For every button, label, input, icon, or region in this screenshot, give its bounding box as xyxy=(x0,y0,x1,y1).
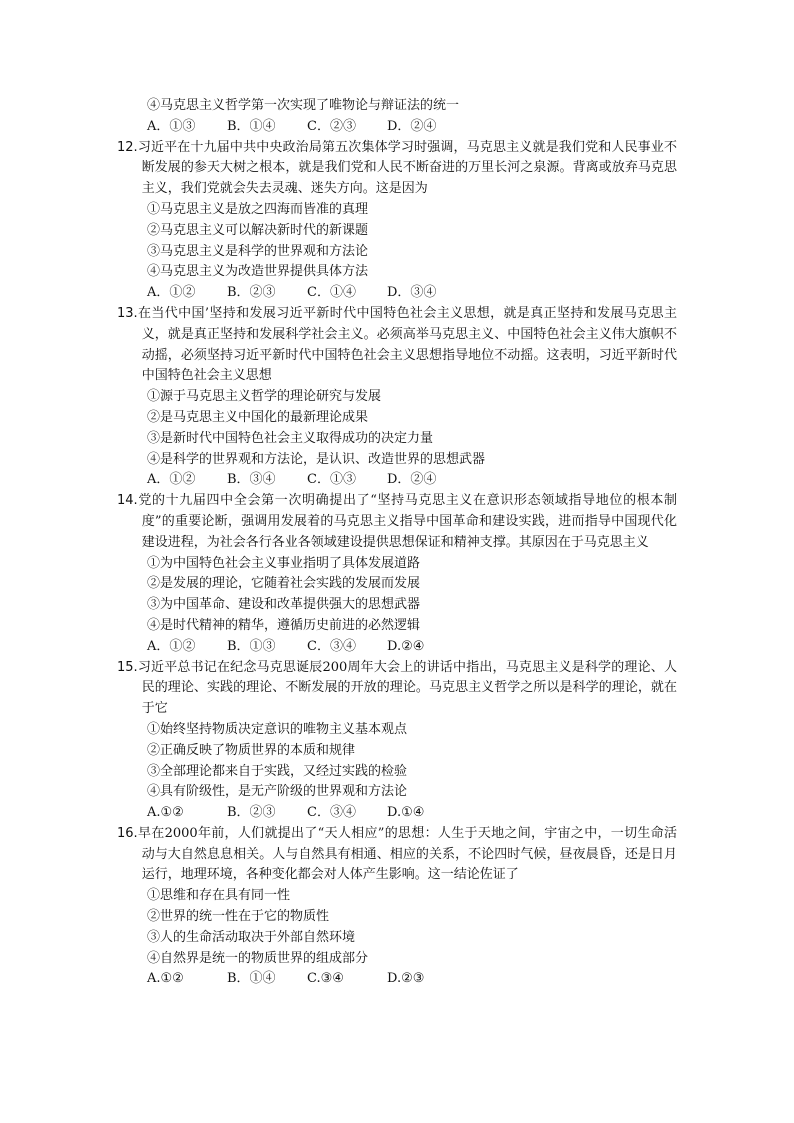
option-a: A．①② xyxy=(147,472,196,488)
statement-2: ②世界的统一性在于它的物质性 xyxy=(147,909,330,925)
question-15 xyxy=(117,658,677,824)
statement-3: ③是新时代中国特色社会主义取得成功的决定力量 xyxy=(147,430,434,446)
statement-4: ④马克思主义为改造世界提供具体方法 xyxy=(147,264,369,280)
option-d: D.①④ xyxy=(387,805,425,821)
statement-3: ③人的生命活动取决于外部自然环境 xyxy=(147,929,356,945)
answer-options xyxy=(147,637,677,658)
option-d: D．②④ xyxy=(387,472,437,488)
question-14 xyxy=(117,491,677,657)
answer-options xyxy=(147,969,677,990)
option-b: B．②③ xyxy=(227,285,276,301)
option-b: B．①③ xyxy=(227,638,276,654)
statement-3: ③全部理论都来自于实践，又经过实践的检验 xyxy=(147,763,408,779)
question-text: 在当代中国’坚持和发展习近平新时代中国特色社会主义思想，就是真正坚持和发展马克思主义，就是真正坚持和发展科学社会主义。必须高举马克思主义、中国特色社会主义伟大旗帜不动摇，必须坚持习近平新时代中国特色社会主义思想指导地位不动摇。这表明，习近平新时代中国特色社会主义思想 xyxy=(137,305,677,384)
option-b: B．①④ xyxy=(227,971,276,987)
page-content xyxy=(117,96,677,990)
question-text: 早在2000年前，人们就提出了“天人相应”的思想：人生于天地之间，宇宙之中，一切生命活动与大自然息息相关。人与自然具有相通、相应的关系，不论四时气候，昼夜晨昏，还是日月运行，地理环境，各种变化都会对人体产生影响。这一结论佐证了 xyxy=(137,825,677,883)
option-d: D．③④ xyxy=(387,285,437,301)
option-b: B．②③ xyxy=(227,805,276,821)
statement-2: ②是发展的理论，它随着社会实践的发展而发展 xyxy=(147,576,421,592)
question-12 xyxy=(117,138,677,304)
option-a: A.①② xyxy=(147,805,184,821)
question-text: 习近平总书记在纪念马克思诞辰200周年大会上的讲话中指出，马克思主义是科学的理论、人民的理论、实践的理论、不断发展的开放的理论。马克思主义哲学之所以是科学的理论，就在于它 xyxy=(137,659,677,717)
question-13 xyxy=(117,304,677,491)
question-stem xyxy=(117,304,677,387)
statement: ④马克思主义哲学第一次实现了唯物论与辩证法的统一 xyxy=(147,98,460,113)
option-c: C.③④ xyxy=(307,971,344,987)
statement-3: ③马克思主义是科学的世界观和方法论 xyxy=(147,243,369,259)
question-stem xyxy=(117,491,677,553)
option-c: C．①③ xyxy=(307,472,356,488)
option-a: A．①③ xyxy=(147,118,196,134)
option-d: D.②④ xyxy=(387,638,425,654)
question-stem xyxy=(117,824,677,886)
question-16 xyxy=(117,824,677,990)
question-text: 党的十九届四中全会第一次明确提出了“坚持马克思主义在意识形态领域指导地位的根本制度”的重要论断，强调用发展着的马克思主义指导中国革命和建设实践，进而指导中国现代化建设进程，为社会各行各业各领域建设提供思想保证和精神支撑。其原因在于马克思主义 xyxy=(137,493,677,550)
option-c: C．③④ xyxy=(307,638,356,654)
question-11-continuation xyxy=(117,96,677,138)
question-stem xyxy=(117,138,677,200)
option-a: A．①② xyxy=(147,638,196,654)
question-stem xyxy=(117,658,677,720)
question-text: 习近平在十九届中共中央政治局第五次集体学习时强调，马克思主义就是我们党和人民事业不断发展的参天大树之根本，就是我们党和人民不断奋进的万里长河之泉源。背离或放弃马克思主义，我们党就会失去灵魂、迷失方向。这是因为 xyxy=(137,139,677,197)
option-c: C．①④ xyxy=(307,285,356,301)
question-number: 15. xyxy=(117,659,138,675)
answer-options xyxy=(147,117,677,138)
statement-4: ④是科学的世界观和方法论，是认识、改造世界的思想武器 xyxy=(147,451,486,467)
question-number: 16. xyxy=(117,825,138,841)
answer-options xyxy=(147,470,677,491)
question-number: 13. xyxy=(117,305,138,321)
question-number: 12. xyxy=(117,139,138,155)
statement-3: ③为中国革命、建设和改革提供强大的思想武器 xyxy=(147,597,421,613)
option-b: B．①④ xyxy=(227,118,276,134)
answer-options xyxy=(147,803,677,824)
option-c: C．②③ xyxy=(307,118,356,134)
statement-4: ④具有阶级性，是无产阶级的世界观和方法论 xyxy=(147,784,408,800)
statement-1: ①为中国特色社会主义事业指明了具体发展道路 xyxy=(147,555,421,571)
question-number: 14. xyxy=(117,493,138,509)
option-c: C．③④ xyxy=(307,805,356,821)
statement-1: ①始终坚持物质决定意识的唯物主义基本观点 xyxy=(147,721,408,737)
statement-1: ①源于马克思主义哲学的理论研究与发展 xyxy=(147,389,382,405)
statement-2: ②正确反映了物质世界的本质和规律 xyxy=(147,742,356,758)
answer-options xyxy=(147,283,677,304)
statement-4: ④自然界是统一的物质世界的组成部分 xyxy=(147,950,369,966)
statement-4: ④是时代精神的精华，遵循历史前进的必然逻辑 xyxy=(147,617,421,633)
statement-1: ①思维和存在具有同一性 xyxy=(147,888,291,904)
statement-2: ②马克思主义可以解决新时代的新课题 xyxy=(147,222,369,238)
option-d: D．②④ xyxy=(387,118,437,134)
option-a: A.①② xyxy=(147,971,184,987)
option-a: A．①② xyxy=(147,285,196,301)
option-b: B．③④ xyxy=(227,472,276,488)
statement-2: ②是马克思主义中国化的最新理论成果 xyxy=(147,409,369,425)
option-d: D.②③ xyxy=(387,971,425,987)
statement-1: ①马克思主义是放之四海而皆准的真理 xyxy=(147,201,369,217)
